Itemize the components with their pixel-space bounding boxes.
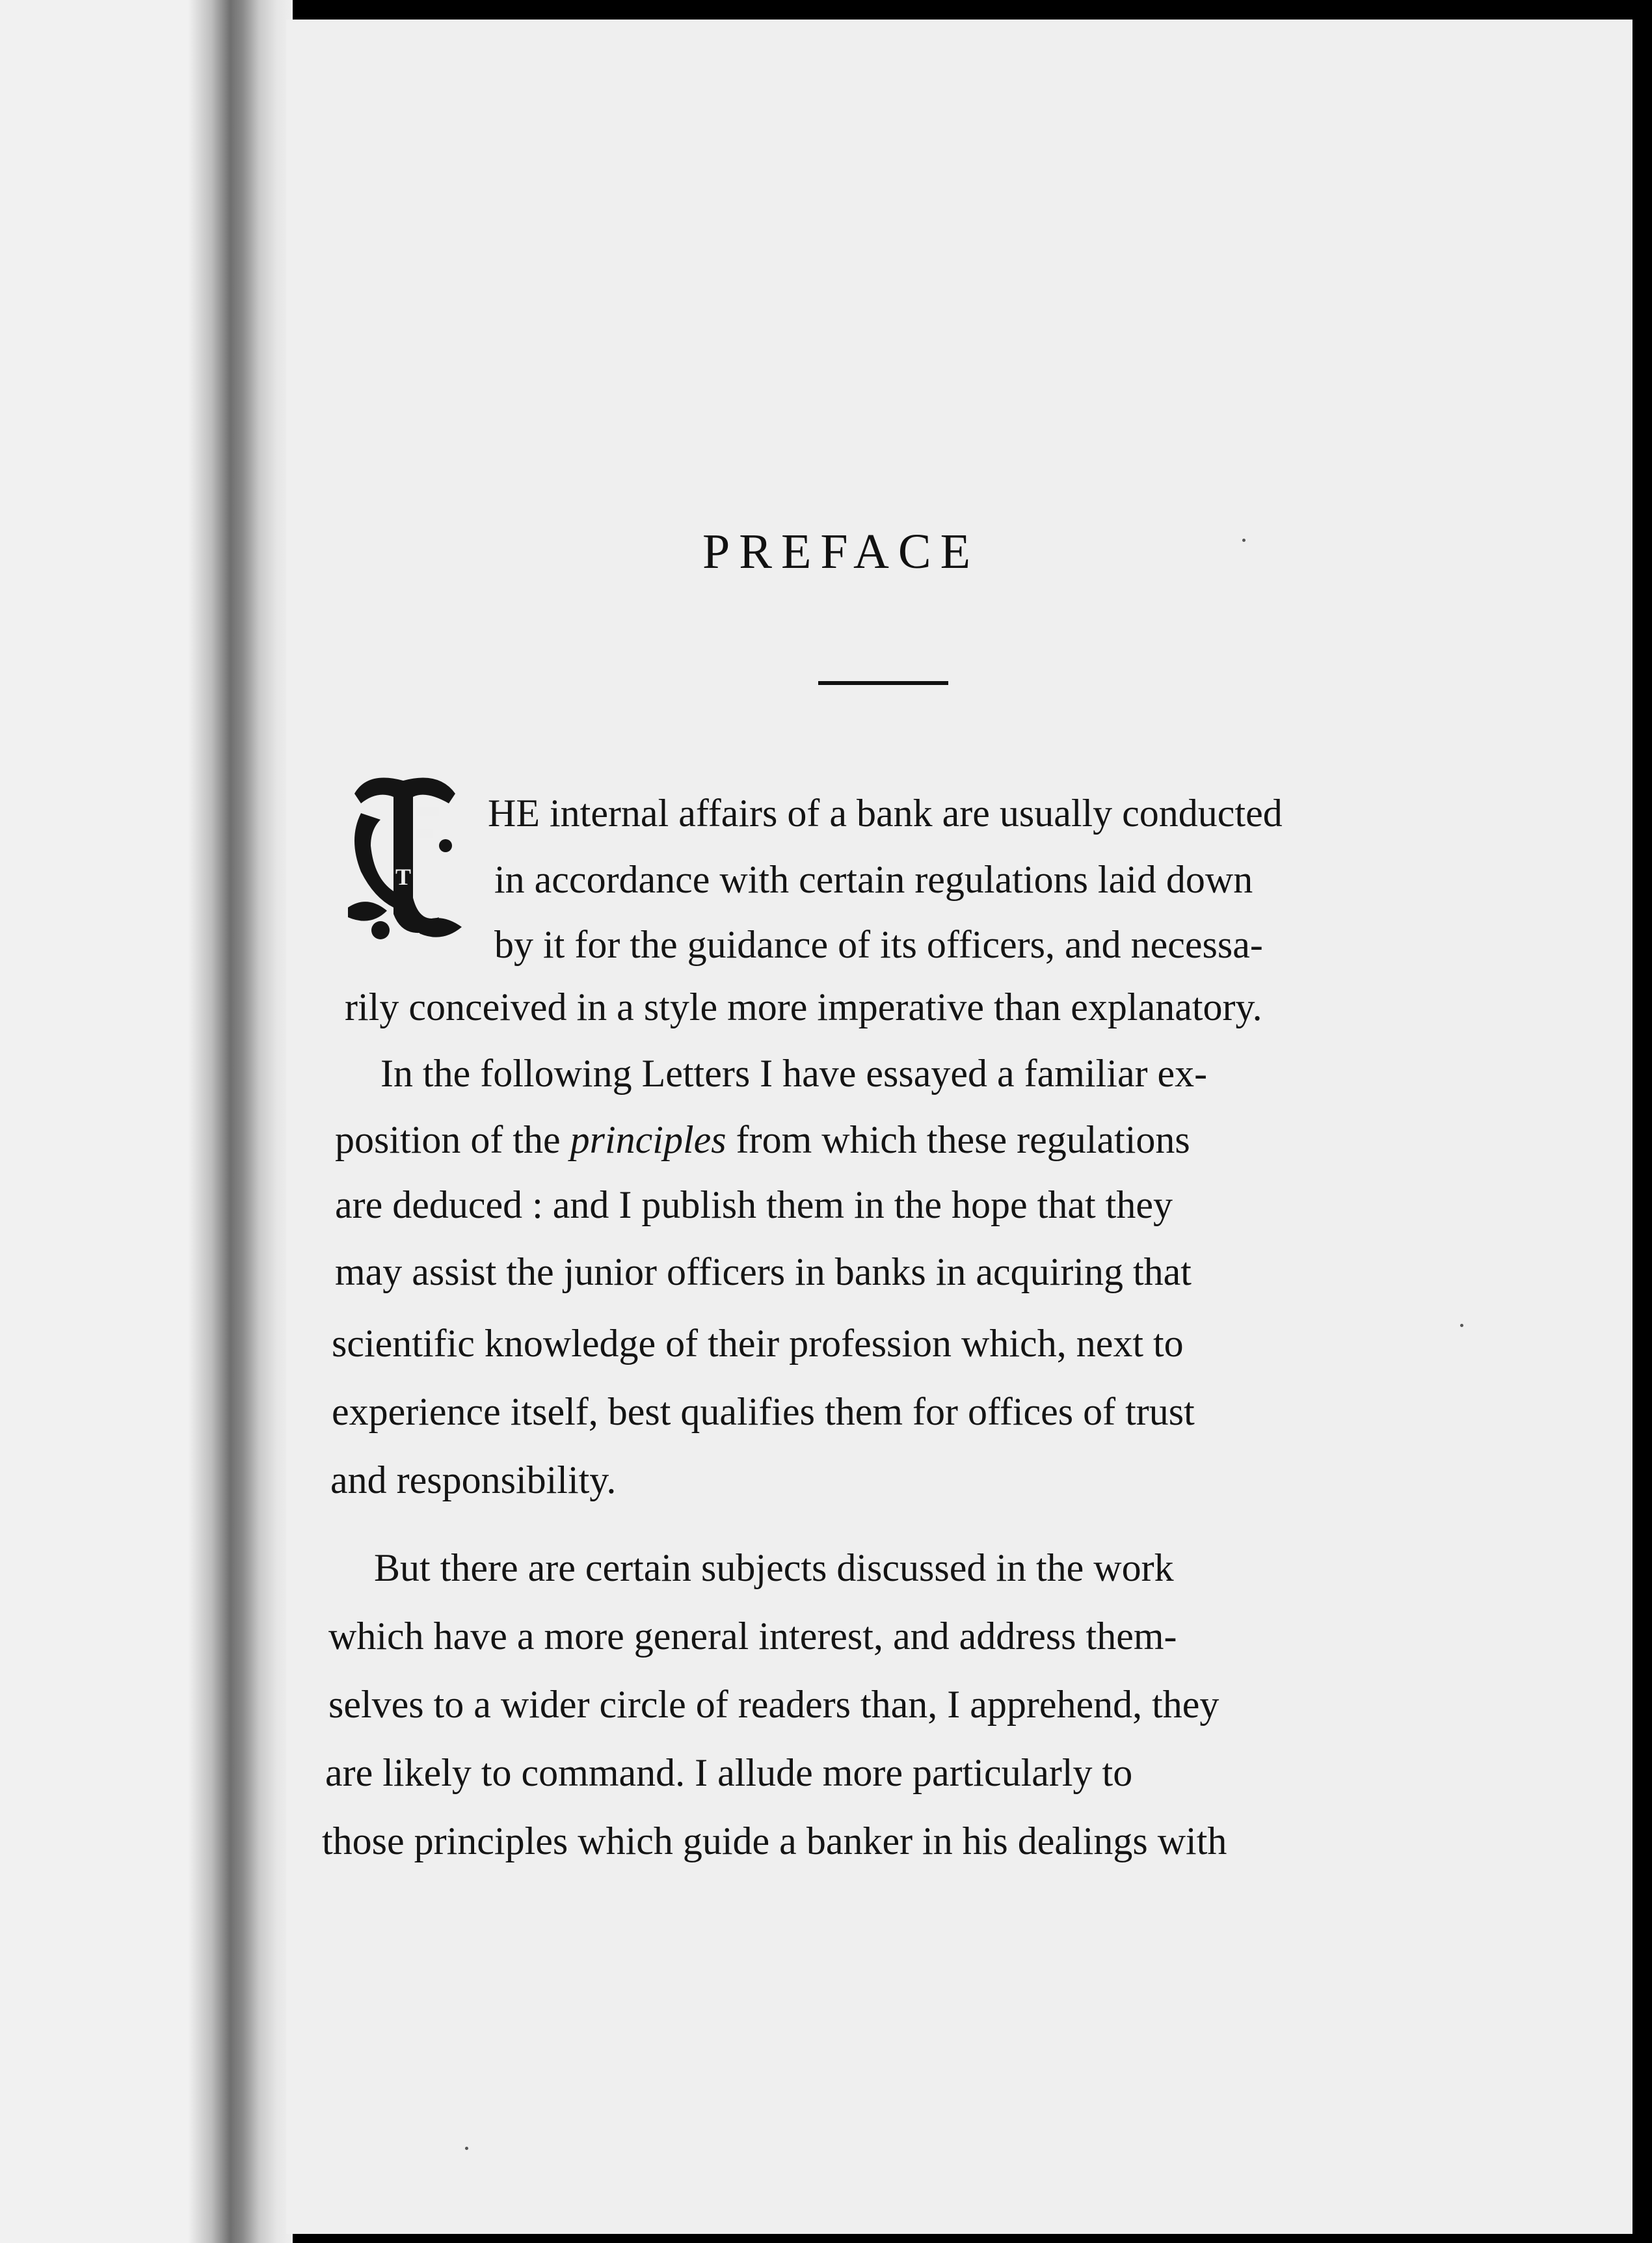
paragraph-1-line-3: by it for the guidance of its officers, and necessa-	[494, 923, 1263, 966]
ink-speck	[1242, 539, 1246, 542]
paragraph-3-line-4: are likely to command. I allude more particularly to	[325, 1751, 1133, 1794]
line-start: position of the	[335, 1118, 561, 1161]
paragraph-2-line-2	[335, 1120, 1190, 1159]
paragraph-2-line-4: may assist the junior officers in banks in acquiring that	[335, 1250, 1192, 1293]
book-gutter	[189, 0, 293, 2243]
paragraph-3-line-3: selves to a wider circle of readers than, I apprehend, they	[328, 1683, 1219, 1726]
line-end: from which these regulations	[736, 1118, 1190, 1161]
paragraph-1-line-1: HE internal affairs of a bank are usually conducted	[488, 792, 1283, 835]
paragraph-2-line-5: scientific knowledge of their profession which, next to	[332, 1322, 1184, 1365]
paragraph-2-line-6: experience itself, best qualifies them for offices of trust	[332, 1390, 1195, 1433]
ink-speck	[1460, 1324, 1463, 1327]
italic-word-principles: principles	[570, 1118, 726, 1161]
title-rule	[818, 681, 948, 685]
page-title: PREFACE	[702, 524, 980, 579]
ink-speck	[465, 2147, 468, 2150]
paragraph-3-line-1: But there are certain subjects discussed in the work	[374, 1546, 1174, 1589]
paragraph-1-line-4: rily conceived in a style more imperative than explanatory.	[345, 986, 1262, 1028]
left-page	[0, 0, 215, 2243]
paragraph-2-line-1: In the following Letters I have essayed a familiar ex-	[380, 1052, 1208, 1095]
ornamental-drop-cap-t	[341, 768, 465, 950]
paragraph-1-line-2: in accordance with certain regulations laid down	[494, 858, 1253, 901]
paragraph-3-line-5: those principles which guide a banker in his dealings with	[322, 1820, 1227, 1862]
drop-cap-letter: T	[395, 864, 412, 890]
paragraph-3-line-2: which have a more general interest, and address them-	[328, 1615, 1177, 1658]
paragraph-2-line-3: are deduced : and I publish them in the hope that they	[335, 1183, 1173, 1226]
paragraph-2-line-7: and responsibility.	[330, 1458, 617, 1501]
